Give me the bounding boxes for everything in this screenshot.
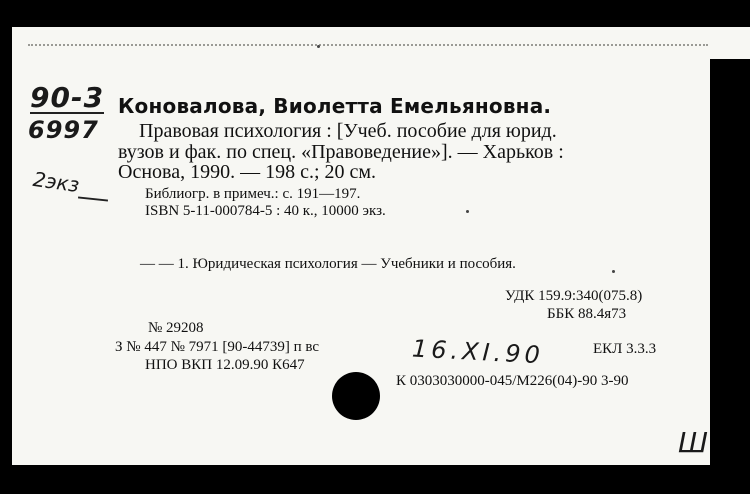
smudge bbox=[317, 45, 320, 48]
bbk-code: ББК 88.4я73 bbox=[547, 306, 627, 322]
title-line-1: Правовая психология : [Учеб. пособие для юрид. bbox=[139, 120, 557, 142]
punch-hole bbox=[332, 372, 380, 420]
isbn-note: ISBN 5-11-000784-5 : 40 к., 10000 экз. bbox=[145, 203, 386, 219]
record-number: № 29208 bbox=[148, 320, 204, 336]
title-line-2: вузов и фак. по спец. «Правоведение»]. — Харьков : bbox=[118, 141, 564, 163]
order-line: З № 447 № 7971 [90-44739] п вс bbox=[115, 339, 320, 355]
call-number-line2: 6997 bbox=[28, 116, 99, 144]
subject-heading: — — 1. Юридическая психология — Учебники и пособия. bbox=[140, 256, 516, 272]
handwritten-date: 16.XI.90 bbox=[411, 334, 545, 370]
k-code: К 0303030000-045/М226(04)-90 3-90 bbox=[396, 373, 629, 389]
author-heading: Коновалова, Виолетта Емельяновна. bbox=[118, 94, 552, 118]
udk-code: УДК 159.9:340(075.8) bbox=[505, 288, 643, 304]
smudge bbox=[612, 270, 615, 273]
handwritten-copies: 2экз bbox=[31, 166, 81, 198]
handwritten-corner-mark: Ш bbox=[678, 426, 708, 459]
ekl-code: ЕКЛ 3.3.3 bbox=[593, 341, 657, 357]
smudge bbox=[466, 210, 469, 213]
npo-line: НПО ВКП 12.09.90 К647 bbox=[145, 357, 305, 373]
dotted-rule bbox=[28, 44, 708, 46]
call-number-line1: 90-3 bbox=[30, 81, 105, 114]
card-edge bbox=[708, 27, 750, 59]
title-line-3: Основа, 1990. — 198 с.; 20 см. bbox=[118, 161, 377, 183]
bibliography-note: Библиогр. в примеч.: с. 191—197. bbox=[145, 186, 361, 202]
